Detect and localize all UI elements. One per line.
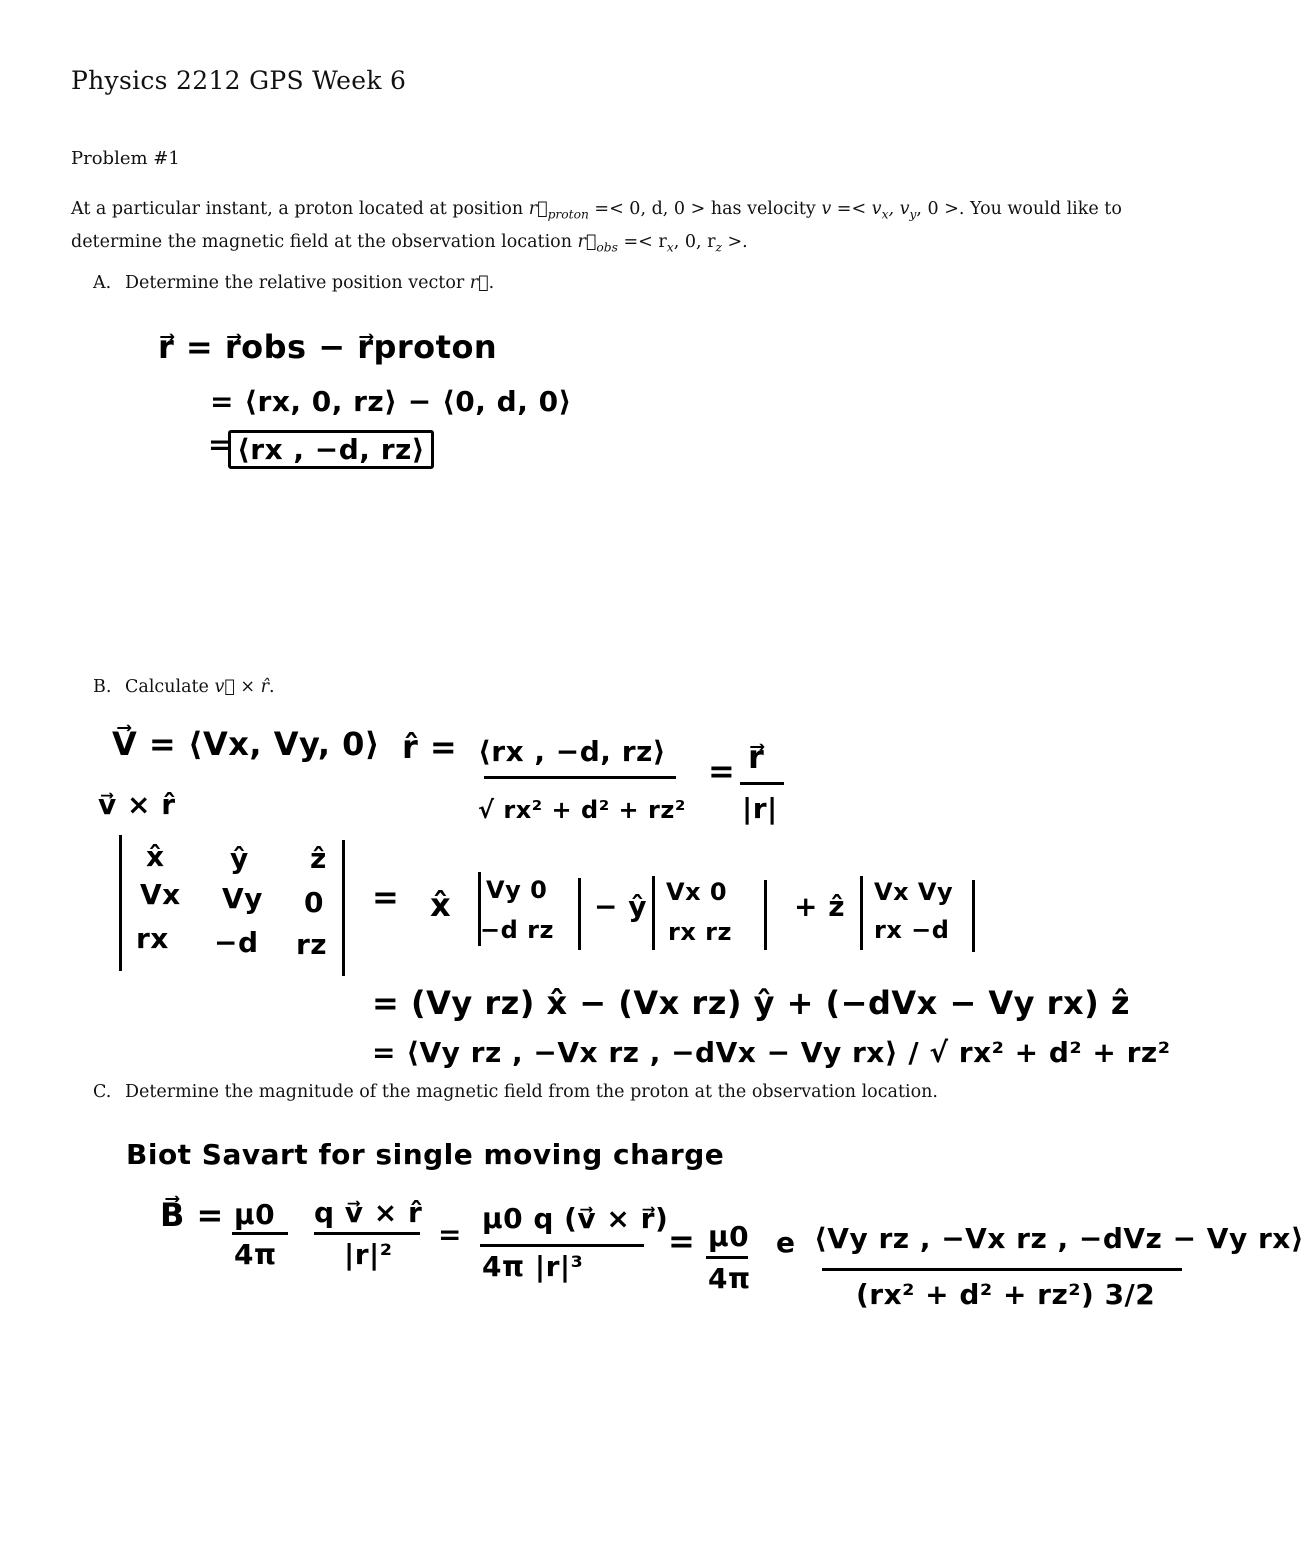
hw-b-expand-eq: = — [372, 878, 400, 916]
minor2-right-bar — [764, 880, 767, 950]
det-r3c1: rx — [136, 922, 169, 955]
det-r3c3: rz — [296, 928, 328, 961]
det-r2c1: Vx — [140, 878, 181, 911]
hw-c-e-symbol: e — [776, 1226, 796, 1259]
hw-a-line1: r⃗ = r⃗obs − r⃗proton — [158, 328, 498, 366]
hw-c-mu-q-cross: μ0 q (v⃗ × r⃗) — [482, 1202, 669, 1235]
minor3-row2: rx −d — [874, 916, 950, 944]
vy-separator: , v — [888, 199, 910, 219]
part-b-prompt — [93, 677, 275, 697]
part-c-text: Determine the magnitude of the magnetic field from the proton at the observation location. — [125, 1082, 938, 1102]
hw-b-rhat-eq: = — [708, 752, 736, 790]
hw-c-final-denominator: (rx² + d² + rz²) 3/2 — [856, 1278, 1156, 1311]
hw-c-eq1: = — [438, 1218, 462, 1251]
r-obs-value: =< r — [617, 231, 667, 252]
rz-subscript: z — [715, 240, 722, 254]
det-r1c1: x̂ — [146, 840, 165, 873]
hw-b-rhat-fraction-bar — [484, 776, 676, 779]
hw-b-v-def: V⃗ = ⟨Vx, Vy, 0⟩ — [112, 725, 381, 763]
hw-b-rhat-numerator: ⟨rx , −d, rz⟩ — [478, 735, 667, 768]
vy-subscript: y — [909, 207, 917, 222]
hw-b-r-fraction-bar — [740, 782, 784, 785]
part-a-prompt — [93, 273, 494, 293]
hw-a-line3-eq: = — [208, 428, 232, 461]
hw-b-plus-z: + ẑ — [794, 890, 846, 923]
r-obs-symbol: r⃗ — [577, 231, 597, 252]
minor2-row2: rx rz — [668, 918, 732, 946]
minor1-row2: −d rz — [480, 916, 554, 944]
r-obs-end: >. — [721, 231, 748, 252]
hw-c-4pi-r3: 4π |r|³ — [482, 1250, 584, 1283]
hw-b-result2: = ⟨Vy rz , −Vx rz , −dVx − Vy rx⟩ / √ rx² + d² + rz² — [372, 1036, 1171, 1069]
part-c-prompt — [93, 1082, 938, 1102]
hw-c-4pi: 4π — [234, 1238, 277, 1271]
minor2-row1: Vx 0 — [666, 878, 728, 906]
vx-subscript: x — [881, 207, 889, 222]
part-c-letter: C. — [93, 1082, 112, 1102]
part-a-letter: A. — [93, 273, 112, 293]
det-r1c3: ẑ — [310, 842, 327, 875]
rx-subscript: x — [666, 240, 674, 254]
page-title: Physics 2212 GPS Week 6 — [71, 66, 407, 95]
hw-c-q-cross: q v⃗ × r̂ — [314, 1196, 423, 1229]
hw-a-boxed-answer: ⟨rx , −d, rz⟩ — [228, 430, 434, 469]
hw-c-frac4-bar — [706, 1256, 748, 1259]
r-proton-value: =< 0, d, 0 > has velocity — [588, 199, 822, 219]
r-obs-subscript: obs — [596, 240, 618, 254]
hw-c-mu0: μ0 — [234, 1198, 276, 1231]
det-r1c2: ŷ — [230, 842, 249, 875]
minor1-row1: Vy 0 — [486, 876, 548, 904]
hw-b-minus-y: − ŷ — [594, 890, 647, 923]
hw-c-frac1-bar — [232, 1232, 288, 1235]
hw-b-result1: = (Vy rz) x̂ − (Vx rz) ŷ + (−dVx − Vy rx) ẑ — [372, 984, 1130, 1022]
hw-a-line2: = ⟨rx, 0, rz⟩ − ⟨0, d, 0⟩ — [210, 385, 572, 418]
problem-heading: Problem #1 — [71, 148, 180, 169]
r-proton-subscript: proton — [547, 207, 589, 222]
hw-c-4pi-b: 4π — [708, 1262, 751, 1295]
minor3-row1: Vx Vy — [874, 878, 954, 906]
hw-c-final-numerator: ⟨Vy rz , −Vx rz , −dVz − Vy rx⟩ — [814, 1222, 1304, 1255]
part-a-text: Determine the relative position vector — [125, 273, 470, 293]
hw-c-b-lhs: B⃗ = — [160, 1196, 224, 1234]
det-r2c2: Vy — [222, 882, 263, 915]
problem-statement — [71, 196, 1141, 261]
r-obs-middle: , 0, r — [673, 231, 716, 252]
part-b-symbol: v⃗ × r̂ — [214, 677, 270, 697]
hw-b-rhat-denominator: √ rx² + d² + rz² — [478, 796, 686, 824]
hw-b-r-magnitude: |r| — [742, 792, 778, 825]
hw-b-cross-label: v⃗ × r̂ — [98, 788, 176, 821]
velocity-end-text: , 0 >. You would like to determine the magnetic field at the observation location — [71, 199, 1122, 252]
part-b-text: Calculate — [125, 677, 215, 697]
hw-b-rhat-lhs: r̂ = — [402, 728, 458, 766]
det-left-bar — [119, 835, 122, 971]
hw-c-r-sq: |r|² — [344, 1238, 393, 1271]
det-r3c2: −d — [214, 926, 259, 959]
hw-b-r-vector: r⃗ — [748, 738, 765, 776]
part-b-letter: B. — [93, 677, 112, 697]
hw-c-mu0b: μ0 — [708, 1220, 750, 1253]
minor3-right-bar — [972, 880, 975, 952]
part-a-period: . — [488, 273, 495, 293]
det-right-bar — [342, 840, 345, 976]
minor1-right-bar — [578, 878, 581, 950]
hw-c-eq2: = — [668, 1222, 696, 1260]
hw-c-final-bar — [822, 1268, 1182, 1271]
hw-c-frac2-bar — [314, 1232, 420, 1235]
velocity-text: v =< v — [821, 199, 882, 219]
hw-b-x-hat: x̂ — [430, 886, 452, 924]
r-proton-symbol: r⃗ — [528, 199, 548, 219]
statement-text: At a particular instant, a proton located at position — [71, 199, 524, 219]
minor3-left-bar — [860, 876, 863, 950]
det-r2c3: 0 — [304, 886, 324, 919]
part-a-symbol: r⃗ — [469, 273, 489, 293]
part-b-period: . — [269, 677, 275, 697]
hw-c-heading: Biot Savart for single moving charge — [126, 1138, 725, 1171]
minor2-left-bar — [652, 876, 655, 950]
hw-c-frac3-bar — [480, 1244, 644, 1247]
